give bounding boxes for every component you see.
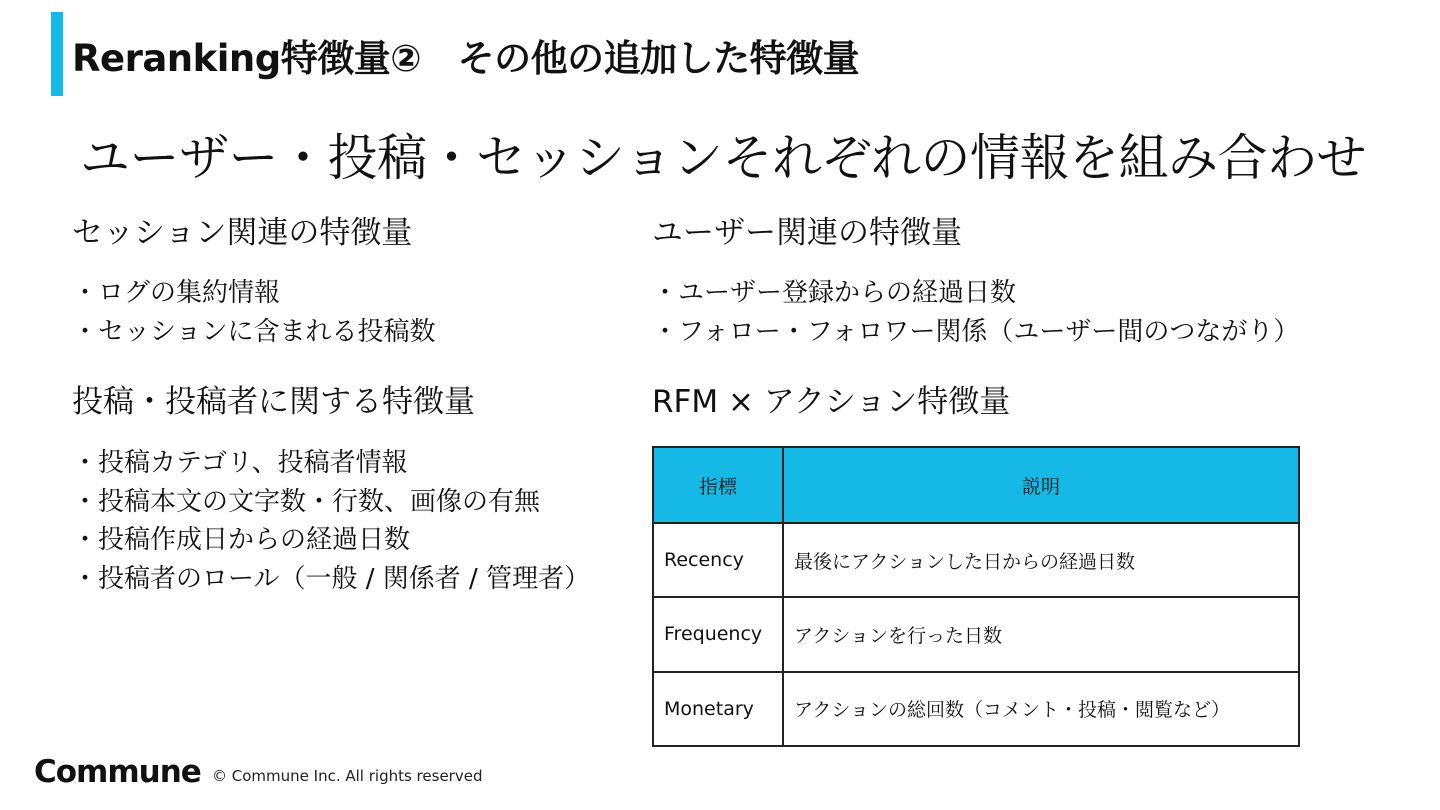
rfm-features-heading: RFM × アクション特徴量 [652,384,1011,420]
rfm-table [652,446,1300,747]
list-item: ・ 投稿カテゴリ、投稿者情報 [72,444,590,483]
slide-title: Reranking特徴量② その他の追加した特徴量 [72,37,860,80]
table-header-metric: 指標 [653,447,783,523]
user-features-heading: ユーザー関連の特徴量 [652,215,962,251]
slide-subtitle: ユーザー・投稿・セッションそれぞれの情報を組み合わせ [80,129,1366,187]
title-accent-bar [51,12,63,96]
table-cell-description: アクションを行った日数 [783,597,1299,671]
session-features-heading: セッション関連の特徴量 [72,215,413,251]
copyright-text: © Commune Inc. All rights reserved [212,767,483,785]
table-row [653,597,1299,671]
company-logo: Commune [34,754,201,790]
table-row [653,523,1299,597]
list-item: ・ フォロー・フォロワー関係（ユーザー間のつながり） [652,313,1299,352]
table-header-row [653,447,1299,523]
list-item: ・ 投稿作成日からの経過日数 [72,521,590,560]
table-cell-metric: Monetary [653,672,783,746]
table-header-description: 説明 [783,447,1299,523]
list-item: ・ セッションに含まれる投稿数 [72,313,436,352]
list-item: ・ ログの集約情報 [72,274,436,313]
table-cell-description: アクションの総回数（コメント・投稿・閲覧など） [783,672,1299,746]
table-cell-metric: Recency [653,523,783,597]
user-features-list [652,274,1299,351]
post-features-heading: 投稿・投稿者に関する特徴量 [72,384,475,420]
post-features-list [72,444,590,598]
list-item: ・ ユーザー登録からの経過日数 [652,274,1299,313]
session-features-list [72,274,436,351]
table-row [653,672,1299,746]
list-item: ・ 投稿者のロール（一般 / 関係者 / 管理者） [72,560,590,599]
table-cell-metric: Frequency [653,597,783,671]
table-cell-description: 最後にアクションした日からの経過日数 [783,523,1299,597]
list-item: ・ 投稿本文の文字数・行数、画像の有無 [72,483,590,522]
